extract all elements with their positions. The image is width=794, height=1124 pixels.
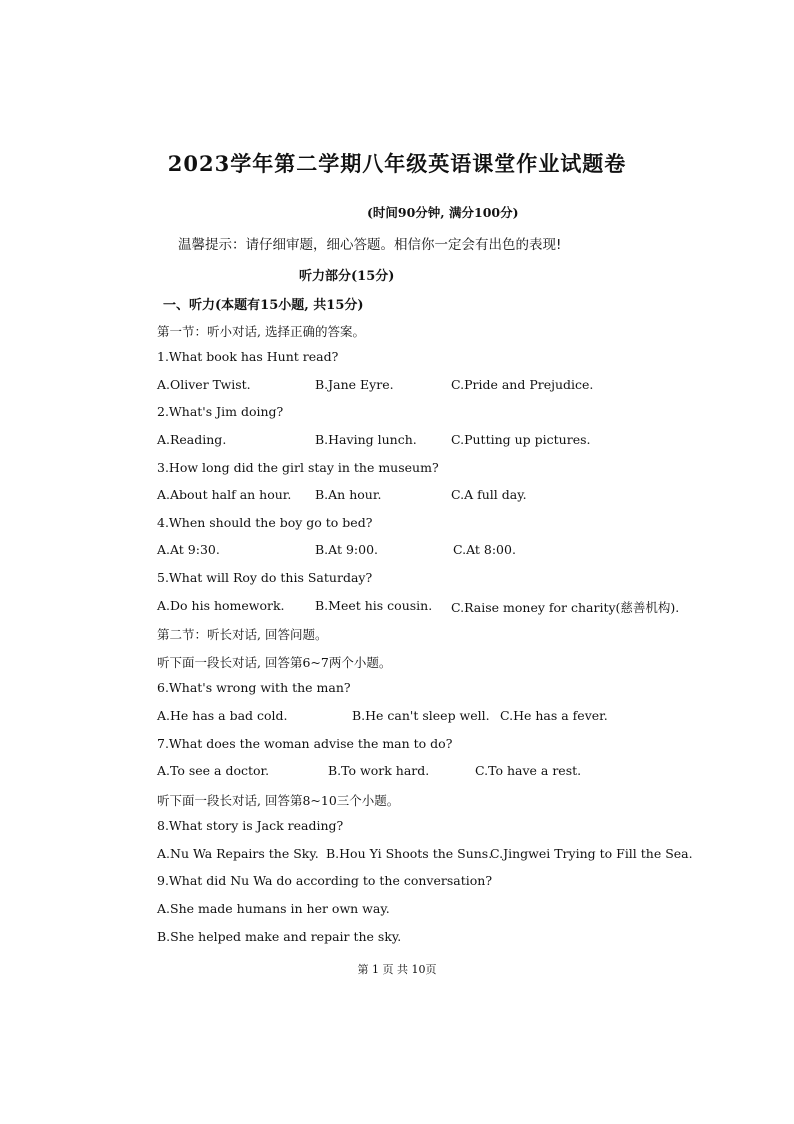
- question-1: 1.What book has Hunt read?: [157, 349, 339, 364]
- q7-option-a: A.To see a doctor.: [157, 763, 270, 778]
- page-footer: 第 1 页 共 10页: [357, 963, 437, 976]
- q5-option-c: C.Raise money for charity(慈善机构).: [451, 600, 680, 615]
- q2-option-a: A.Reading.: [157, 432, 227, 447]
- q1-option-a: A.Oliver Twist.: [157, 377, 251, 392]
- q1-option-b: B.Jane Eyre.: [315, 377, 394, 392]
- q4-option-a: A.At 9:30.: [157, 542, 220, 557]
- question-3: 3.How long did the girl stay in the museum?: [157, 460, 439, 475]
- q5-option-b: B.Meet his cousin.: [315, 598, 433, 613]
- q7-option-c: C.To have a rest.: [475, 763, 582, 778]
- part-heading: 听力部分(15分): [299, 269, 395, 284]
- instruction-note-1: 听下面一段长对话, 回答第6~7两个小题。: [157, 655, 392, 670]
- q3-option-b: B.An hour.: [315, 487, 382, 502]
- question-5: 5.What will Roy do this Saturday?: [157, 570, 373, 585]
- warm-tip: 温馨提示：请仔细审题，细心答题。相信你一定会有出色的表现!: [178, 237, 562, 253]
- q6-option-c: C.He has a fever.: [500, 708, 608, 723]
- q7-option-b: B.To work hard.: [328, 763, 430, 778]
- subsection-heading-1: 第一节：听小对话, 选择正确的答案。: [157, 324, 365, 339]
- page-title: 2023学年第二学期八年级英语课堂作业试题卷: [167, 151, 627, 176]
- q1-option-c: C.Pride and Prejudice.: [451, 377, 594, 392]
- section-heading: 一、听力(本题有15小题, 共15分): [163, 298, 364, 313]
- q8-option-b: B.Hou Yi Shoots the Suns.: [326, 846, 493, 861]
- instruction-note-2: 听下面一段长对话, 回答第8~10三个小题。: [157, 793, 400, 808]
- q8-option-a: A.Nu Wa Repairs the Sky.: [157, 846, 319, 861]
- q3-option-c: C.A full day.: [451, 487, 527, 502]
- q4-option-b: B.At 9:00.: [315, 542, 379, 557]
- q9-option-a: A.She made humans in her own way.: [157, 901, 390, 916]
- question-7: 7.What does the woman advise the man to do?: [157, 736, 453, 751]
- q2-option-b: B.Having lunch.: [315, 432, 417, 447]
- q2-option-c: C.Putting up pictures.: [451, 432, 591, 447]
- question-8: 8.What story is Jack reading?: [157, 818, 344, 833]
- q3-option-a: A.About half an hour.: [157, 487, 292, 502]
- q8-option-c: C.Jingwei Trying to Fill the Sea.: [490, 846, 693, 861]
- question-6: 6.What's wrong with the man?: [157, 680, 351, 695]
- q6-option-b: B.He can't sleep well.: [352, 708, 490, 723]
- q4-option-c: C.At 8:00.: [453, 542, 516, 557]
- question-9: 9.What did Nu Wa do according to the conversation?: [157, 873, 493, 888]
- q6-option-a: A.He has a bad cold.: [157, 708, 288, 723]
- q9-option-b: B.She helped make and repair the sky.: [157, 929, 402, 944]
- subsection-heading-2: 第二节：听长对话, 回答问题。: [157, 627, 328, 642]
- question-2: 2.What's Jim doing?: [157, 404, 284, 419]
- q5-option-a: A.Do his homework.: [157, 598, 285, 613]
- exam-meta: (时间90分钟, 满分100分): [367, 205, 519, 220]
- question-4: 4.When should the boy go to bed?: [157, 515, 373, 530]
